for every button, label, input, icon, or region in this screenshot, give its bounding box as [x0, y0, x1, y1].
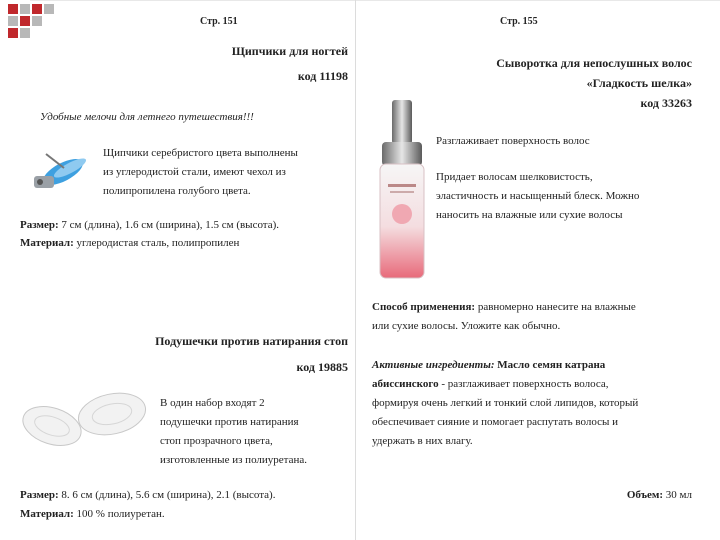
- serum-usage-line: [372, 298, 712, 317]
- clipper-material: [20, 234, 239, 253]
- serum-title-line1: Сыворотка для непослушных волос: [496, 56, 692, 70]
- ingredients-line: [372, 375, 712, 394]
- ingredients-line: формируя очень легкий и тонкий слой липидов, который: [372, 397, 639, 409]
- serum-usage: [372, 298, 712, 336]
- material-label: Материал:: [20, 508, 74, 520]
- serum-benefit-smooth: Разглаживает поверхность волос: [436, 135, 590, 147]
- ingredients-line: обеспечивает сияние и помогает распутать волосы и: [372, 416, 619, 428]
- page-label-left: Стр. 151: [200, 16, 238, 27]
- top-rule: [30, 0, 720, 1]
- material-label: Материал:: [20, 237, 74, 249]
- size-value: 8. 6 см (длина), 5.6 см (ширина), 2.1 (высота).: [58, 489, 276, 501]
- pads-code: код 19885: [296, 360, 348, 374]
- clipper-title: Щипчики для ногтей: [231, 44, 348, 58]
- usage-text: равномерно нанесите на влажные: [475, 301, 636, 313]
- foot-pads-image: [12, 378, 157, 458]
- size-label: Размер:: [20, 489, 59, 501]
- clipper-size: [20, 216, 279, 235]
- clipper-desc-line: Щипчики серебристого цвета выполнены: [103, 147, 298, 159]
- clipper-desc-line: полипропилена голубого цвета.: [103, 185, 251, 197]
- pads-desc-line: подушечки против натирания: [160, 416, 299, 428]
- pads-desc-line: изготовленные из полиуретана.: [160, 454, 308, 466]
- pads-desc-line: В один набор входят 2: [160, 397, 265, 409]
- pads-desc-line: стоп прозрачного цвета,: [160, 435, 273, 447]
- material-value: 100 % полиуретан.: [73, 508, 165, 520]
- serum-usage-line: или сухие волосы. Уложите как обычно.: [372, 320, 561, 332]
- column-divider: [355, 0, 356, 540]
- nail-clipper-image: [20, 132, 100, 202]
- ingredients-line: [372, 356, 712, 375]
- pads-material: [20, 505, 165, 524]
- serum-ingredients: [372, 356, 712, 451]
- material-value: углеродистая сталь, полипропилен: [73, 237, 240, 249]
- serum-code: код 33263: [640, 96, 692, 110]
- size-label: Размер:: [20, 219, 59, 231]
- clipper-description: [103, 144, 353, 201]
- usage-label: Способ применения:: [372, 301, 476, 313]
- pads-description: [160, 394, 350, 470]
- clipper-subtitle: Удобные мелочи для летнего путешествия!!!: [40, 111, 254, 123]
- volume-label: Объем:: [626, 489, 664, 501]
- page-label-right: Стр. 155: [500, 16, 538, 27]
- serum-title-line2: «Гладкость шелка»: [586, 76, 692, 90]
- ingredients-line: удержать в них влагу.: [372, 435, 473, 447]
- serum-benefit-line: эластичность и насыщенный блеск. Можно: [436, 190, 640, 202]
- pads-size: [20, 486, 275, 505]
- serum-bottle-image: [368, 96, 438, 286]
- serum-benefit-shine: [436, 168, 706, 225]
- serum-volume: [560, 486, 692, 505]
- serum-benefit-line: наносить на влажные или сухие волосы: [436, 209, 623, 221]
- ingredients-text: - разглаживает поверхность волоса,: [438, 378, 609, 390]
- clipper-code: код 11198: [297, 69, 348, 83]
- ingredients-label: Активные ингредиенты:: [372, 359, 495, 371]
- checker-logo: [0, 0, 60, 45]
- clipper-desc-line: из углеродистой стали, имеют чехол из: [103, 166, 286, 178]
- serum-benefit-line: Придает волосам шелковистость,: [436, 171, 593, 183]
- pads-title: Подушечки против натирания стоп: [155, 334, 348, 348]
- ingredients-name: Масло семян катрана: [494, 359, 606, 371]
- ingredients-name: абиссинского: [372, 378, 439, 390]
- volume-value: 30 мл: [663, 489, 692, 501]
- size-value: 7 см (длина), 1.6 см (ширина), 1.5 см (высота).: [58, 219, 280, 231]
